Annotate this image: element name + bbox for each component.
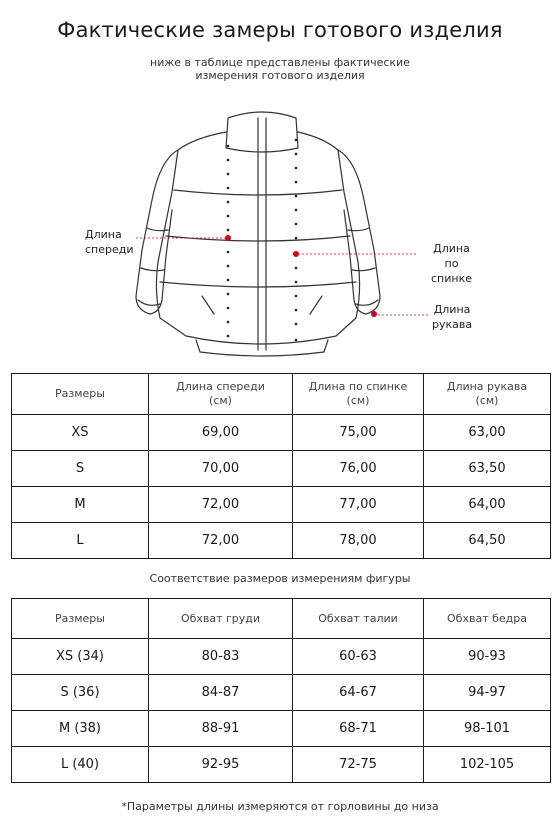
header-size xyxy=(12,374,149,415)
callout-front-line-2: спереди xyxy=(85,243,134,256)
front-length-cell: 72,00 xyxy=(149,487,293,523)
sleeve-length-cell: 64,00 xyxy=(424,487,551,523)
body-measurements-caption: Соответствие размеров измерениям фигуры xyxy=(149,572,411,585)
hips-cell: 102-105 xyxy=(424,747,551,783)
header-waist: Обхват талии xyxy=(293,599,424,639)
callout-sleeve-line-1: Длина xyxy=(433,303,471,316)
footnote: *Параметры длины измеряются от горловины до низа xyxy=(121,800,439,813)
size-cell: M (38) xyxy=(12,711,149,747)
size-cell: L xyxy=(12,523,149,559)
back-length-cell: 75,00 xyxy=(293,415,424,451)
size-cell: M xyxy=(12,487,149,523)
table-header-row xyxy=(12,374,551,415)
jacket-right-pocket xyxy=(310,296,322,314)
size-cell: L (40) xyxy=(12,747,149,783)
callout-back-line-2: по xyxy=(444,257,459,270)
table-row xyxy=(12,523,551,559)
chest-cell: 80-83 xyxy=(149,639,293,675)
sleeve-length-cell: 64,50 xyxy=(424,523,551,559)
callout-front-line-1: Длина xyxy=(85,228,122,241)
back-length-cell: 78,00 xyxy=(293,523,424,559)
size-cell: XS xyxy=(12,415,149,451)
back-length-cell: 76,00 xyxy=(293,451,424,487)
jacket-hem-band xyxy=(196,340,328,356)
table-row xyxy=(12,711,551,747)
waist-cell: 64-67 xyxy=(293,675,424,711)
table-row xyxy=(12,487,551,523)
jacket-collar xyxy=(226,112,298,152)
callout-back-line-1: Длина xyxy=(433,242,470,255)
waist-cell: 60-63 xyxy=(293,639,424,675)
subtitle-line-2: измерения готового изделия xyxy=(195,69,365,82)
sleeve-length-cell: 63,50 xyxy=(424,451,551,487)
table-row xyxy=(12,415,551,451)
page-subtitle xyxy=(0,56,560,82)
jacket-zipper xyxy=(258,118,266,350)
jacket-left-pocket xyxy=(202,296,214,314)
hips-cell: 98-101 xyxy=(424,711,551,747)
header-chest: Обхват груди xyxy=(149,599,293,639)
header-sleeve-length-label: Длина рукава xyxy=(446,380,528,393)
page-title: Фактические замеры готового изделия xyxy=(57,18,503,42)
header-front-length-label: Длина спереди xyxy=(176,380,265,393)
header-sleeve-length-unit: (см) xyxy=(475,394,499,407)
header-size: Размеры xyxy=(12,599,149,639)
header-back-length-label: Длина по спинке xyxy=(308,380,408,393)
front-length-cell: 69,00 xyxy=(149,415,293,451)
callout-front-length xyxy=(85,227,134,257)
callout-back-line-3: спинке xyxy=(431,272,472,285)
chest-cell: 92-95 xyxy=(149,747,293,783)
front-length-cell: 70,00 xyxy=(149,451,293,487)
size-cell: XS (34) xyxy=(12,639,149,675)
header-back-length xyxy=(293,374,424,415)
waist-cell: 72-75 xyxy=(293,747,424,783)
hips-cell: 94-97 xyxy=(424,675,551,711)
header-back-length-unit: (см) xyxy=(346,394,370,407)
callout-back-length xyxy=(431,241,472,286)
table-header-row xyxy=(12,599,551,639)
front-length-marker xyxy=(225,235,231,241)
table-row xyxy=(12,639,551,675)
header-front-length xyxy=(149,374,293,415)
table-row xyxy=(12,451,551,487)
back-length-cell: 77,00 xyxy=(293,487,424,523)
header-sleeve-length xyxy=(424,374,551,415)
sleeve-length-marker xyxy=(371,311,377,317)
garment-measurements-table xyxy=(11,373,551,559)
sleeve-length-cell: 63,00 xyxy=(424,415,551,451)
waist-cell: 68-71 xyxy=(293,711,424,747)
body-measurements-table xyxy=(11,598,551,783)
header-front-length-unit: (см) xyxy=(209,394,232,407)
chest-cell: 84-87 xyxy=(149,675,293,711)
header-size-label: Размеры xyxy=(55,387,105,400)
back-length-marker xyxy=(293,251,299,257)
hips-cell: 90-93 xyxy=(424,639,551,675)
jacket-measurement-diagram xyxy=(80,100,480,360)
table-row xyxy=(12,675,551,711)
chest-cell: 88-91 xyxy=(149,711,293,747)
callout-sleeve-length xyxy=(432,302,472,332)
header-hips: Обхват бедра xyxy=(424,599,551,639)
front-length-cell: 72,00 xyxy=(149,523,293,559)
table-row xyxy=(12,747,551,783)
callout-sleeve-line-2: рукава xyxy=(432,318,473,331)
subtitle-line-1: ниже в таблице представлены фактические xyxy=(150,56,410,69)
size-cell: S xyxy=(12,451,149,487)
size-cell: S (36) xyxy=(12,675,149,711)
